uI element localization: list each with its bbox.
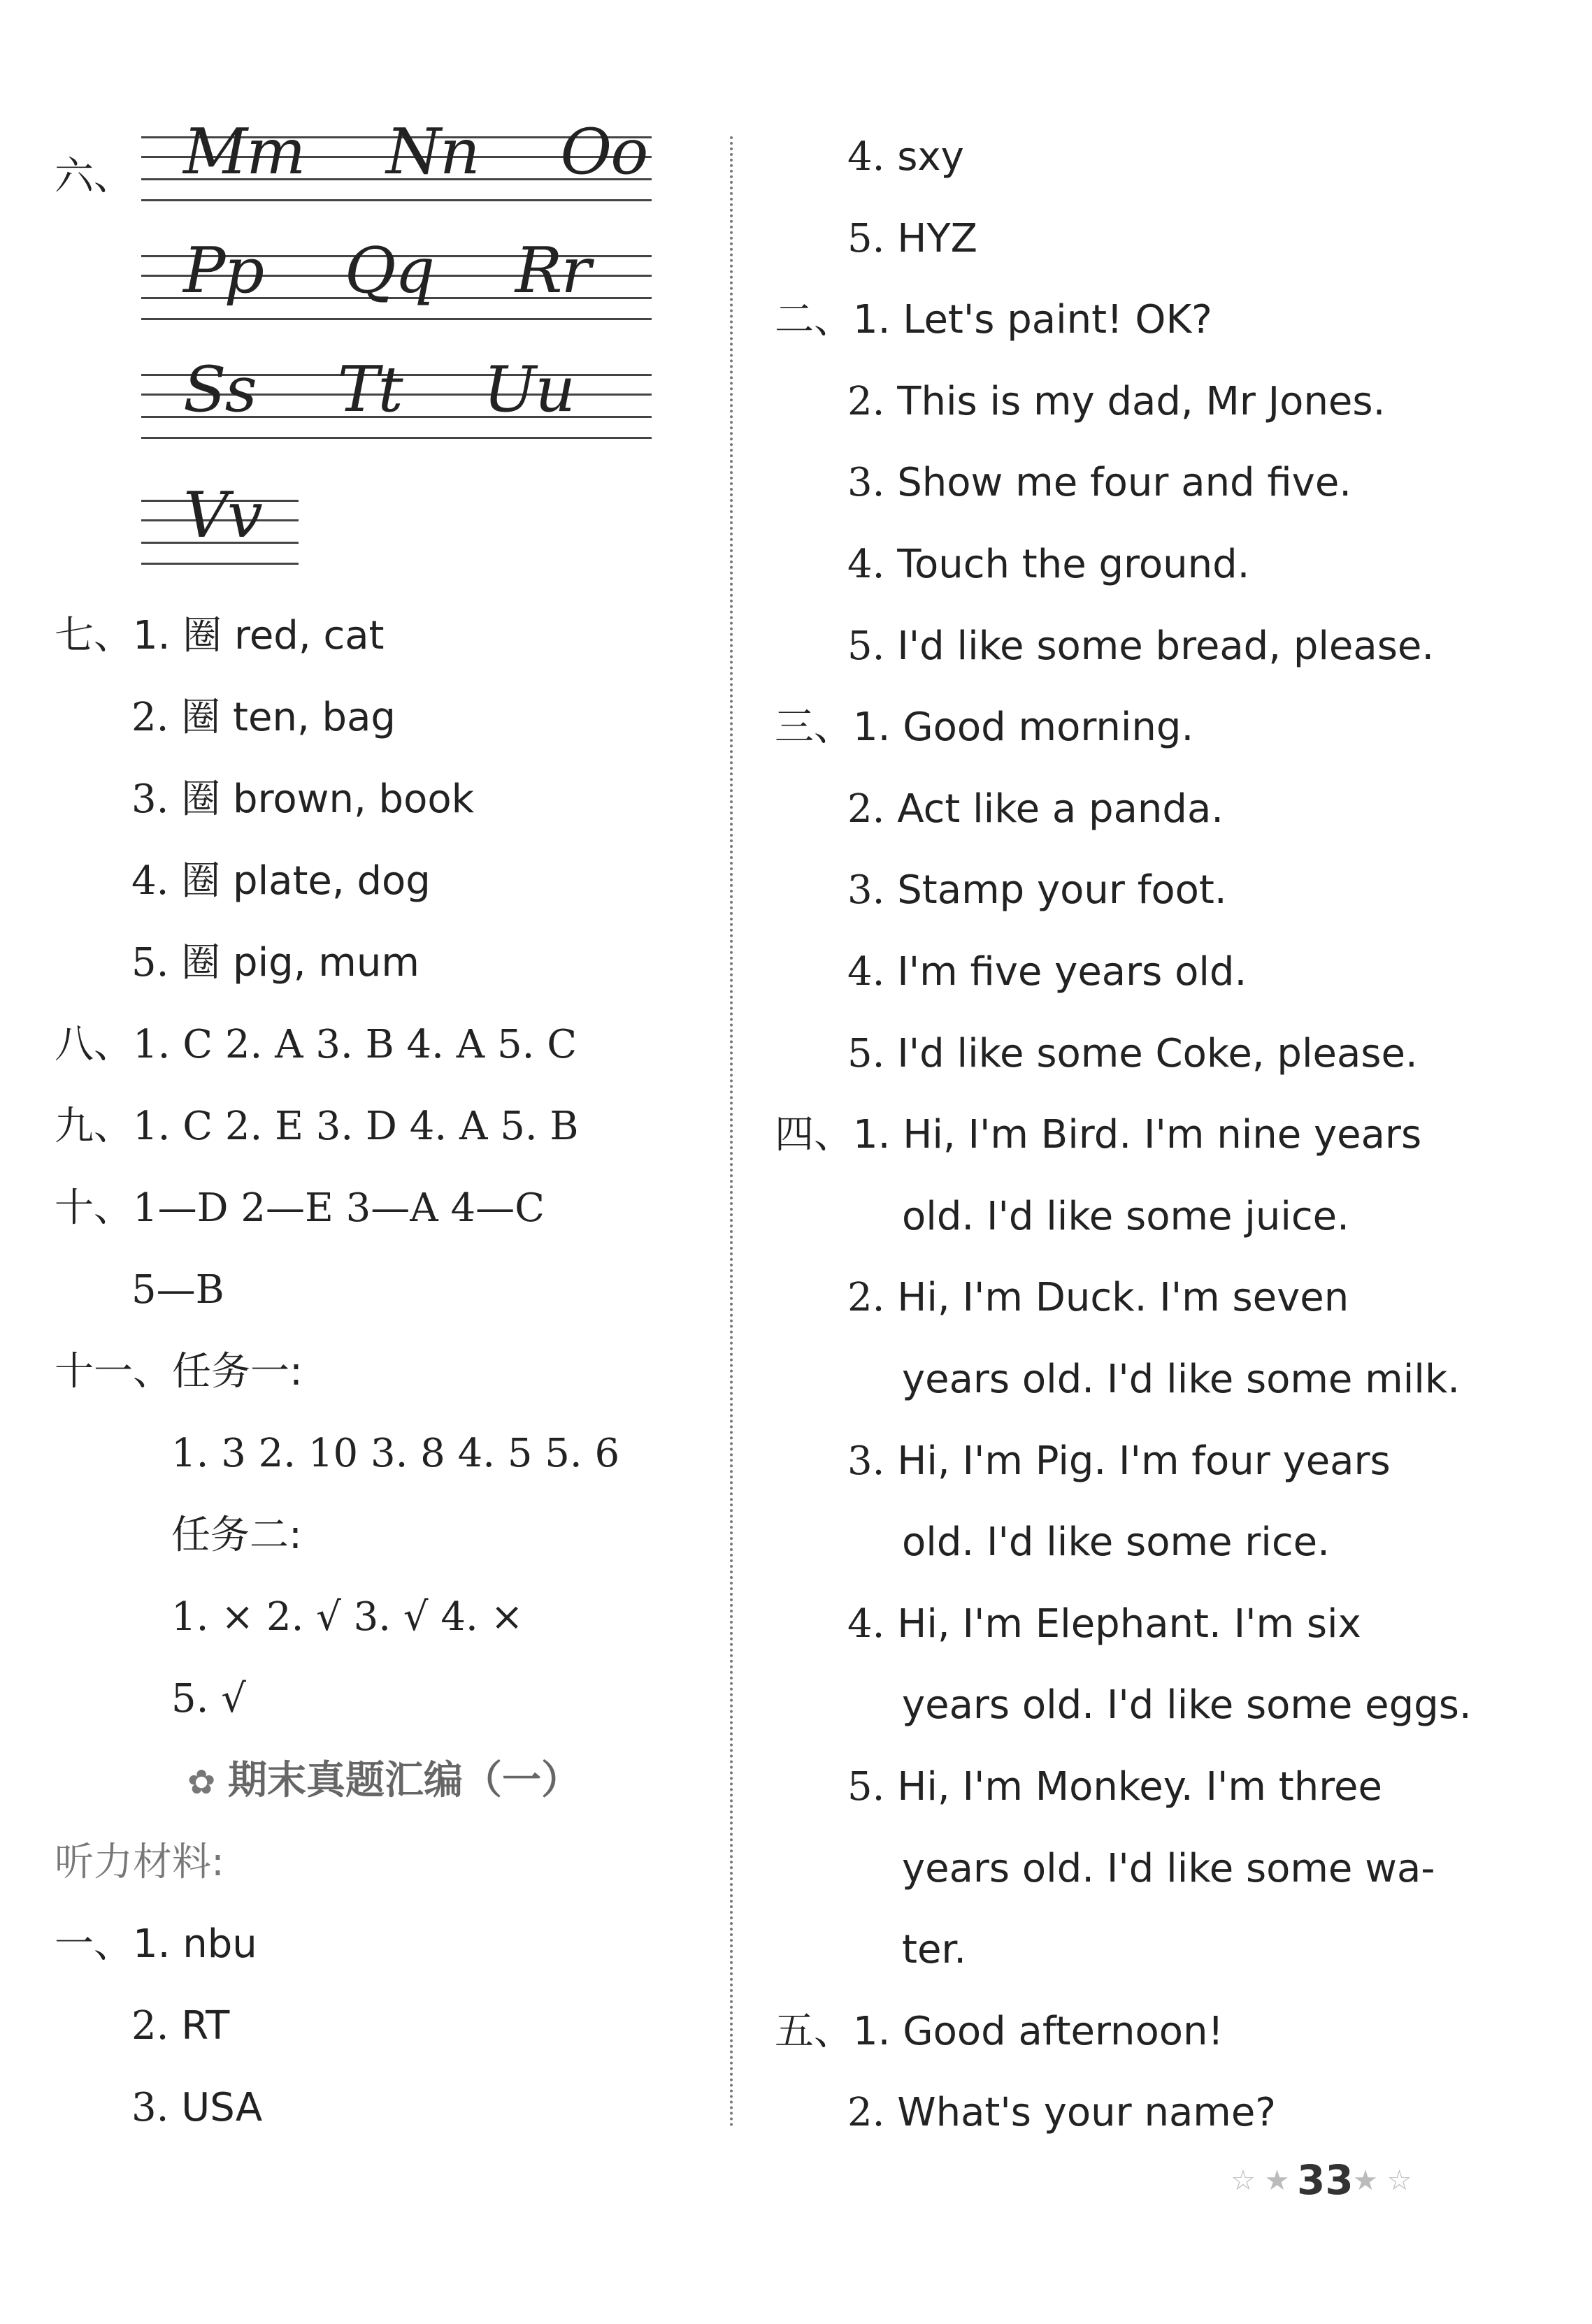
answer-line: years old. I'd like some eggs.: [902, 1682, 1472, 1728]
answer-line: 5. Hi, I'm Monkey. I'm three: [847, 1764, 1382, 1810]
answer-line: ter.: [902, 1927, 967, 1972]
answer-line-nine: 九、1. C 2. E 3. D 4. A 5. B: [55, 1104, 579, 1149]
answer-line: 4. Touch the ground.: [847, 542, 1250, 587]
answer-line: 2. Hi, I'm Duck. I'm seven: [847, 1275, 1349, 1320]
answer-line: 5. HYZ: [847, 216, 977, 261]
star-icon: ☆ ★: [1231, 2165, 1290, 2197]
answer-line-ten: 十、1—D 2—E 3—A 4—C: [55, 1185, 545, 1231]
handwriting-row-4: [141, 479, 299, 563]
answer-line: years old. I'd like some milk.: [902, 1357, 1461, 1402]
answer-line: 4. Hi, I'm Elephant. I'm six: [847, 1601, 1361, 1647]
handwriting-row-3: [141, 353, 652, 437]
answer-line: 5. I'd like some bread, please.: [847, 623, 1435, 669]
handwriting-row-2: [141, 234, 652, 318]
answer-line: years old. I'd like some wa-: [902, 1846, 1435, 1891]
answer-line: 2. What's your name?: [847, 2090, 1277, 2135]
section-six-label: 六、: [55, 154, 133, 199]
handwriting-letters: Pp Qq Rr: [183, 234, 590, 308]
answer-line: 2. 圈 ten, bag: [131, 695, 396, 740]
answer-line: 5. I'd like some Coke, please.: [847, 1031, 1418, 1076]
answer-line: 三、1. Good morning.: [775, 705, 1194, 750]
answer-line: 一、1. nbu: [55, 1921, 257, 1967]
answer-line: old. I'd like some rice.: [902, 1520, 1330, 1565]
page-number: 33: [1297, 2156, 1354, 2204]
column-divider: [730, 136, 733, 2128]
handwriting-letters: Ss Tt Uu: [183, 353, 575, 426]
answer-line: 3. Show me four and five.: [847, 460, 1352, 505]
answer-line: 3. 圈 brown, book: [131, 777, 475, 822]
answer-line-ten-cont: 5—B: [131, 1267, 224, 1313]
answer-line: 二、1. Let's paint! OK?: [775, 297, 1212, 342]
task2-title: 任务二:: [171, 1513, 302, 1558]
paw-icon: ✿: [187, 1763, 216, 1802]
answer-line: 2. RT: [131, 2003, 230, 2049]
answer-line-eleven: 十一、任务一:: [55, 1349, 303, 1394]
answer-line: 3. USA: [131, 2085, 263, 2130]
answer-line: 3. Hi, I'm Pig. I'm four years: [847, 1438, 1391, 1484]
answer-line: 4. 圈 plate, dog: [131, 858, 431, 904]
section-title: ✿ 期末真题汇编（一）: [187, 1758, 581, 1803]
answer-line: 4. sxy: [847, 134, 964, 180]
star-icon: ★ ☆: [1353, 2165, 1412, 2197]
answer-line: 3. Stamp your foot.: [847, 867, 1227, 913]
answer-line: 5. 圈 pig, mum: [131, 940, 419, 986]
answer-line: 七、1. 圈 red, cat: [55, 613, 385, 658]
handwriting-row-1: [141, 115, 652, 199]
task2-answers: 1. × 2. √ 3. √ 4. ×: [171, 1594, 524, 1640]
handwriting-letters: Vv: [183, 479, 261, 552]
answer-line: old. I'd like some juice.: [902, 1194, 1349, 1239]
answer-line: 四、1. Hi, I'm Bird. I'm nine years: [775, 1112, 1422, 1157]
answer-line: 4. I'm five years old.: [847, 949, 1247, 995]
answer-line: 2. Act like a panda.: [847, 786, 1224, 832]
handwriting-letters: Mm Nn Oo: [183, 115, 647, 189]
answer-line: 2. This is my dad, Mr Jones.: [847, 379, 1386, 424]
task1-answers: 1. 3 2. 10 3. 8 4. 5 5. 6: [171, 1431, 620, 1476]
listening-label: 听力材料:: [55, 1840, 224, 1885]
task2-answers-cont: 5. √: [171, 1676, 246, 1722]
answer-line-eight: 八、1. C 2. A 3. B 4. A 5. C: [55, 1022, 578, 1067]
answer-line: 五、1. Good afternoon!: [775, 2009, 1224, 2054]
